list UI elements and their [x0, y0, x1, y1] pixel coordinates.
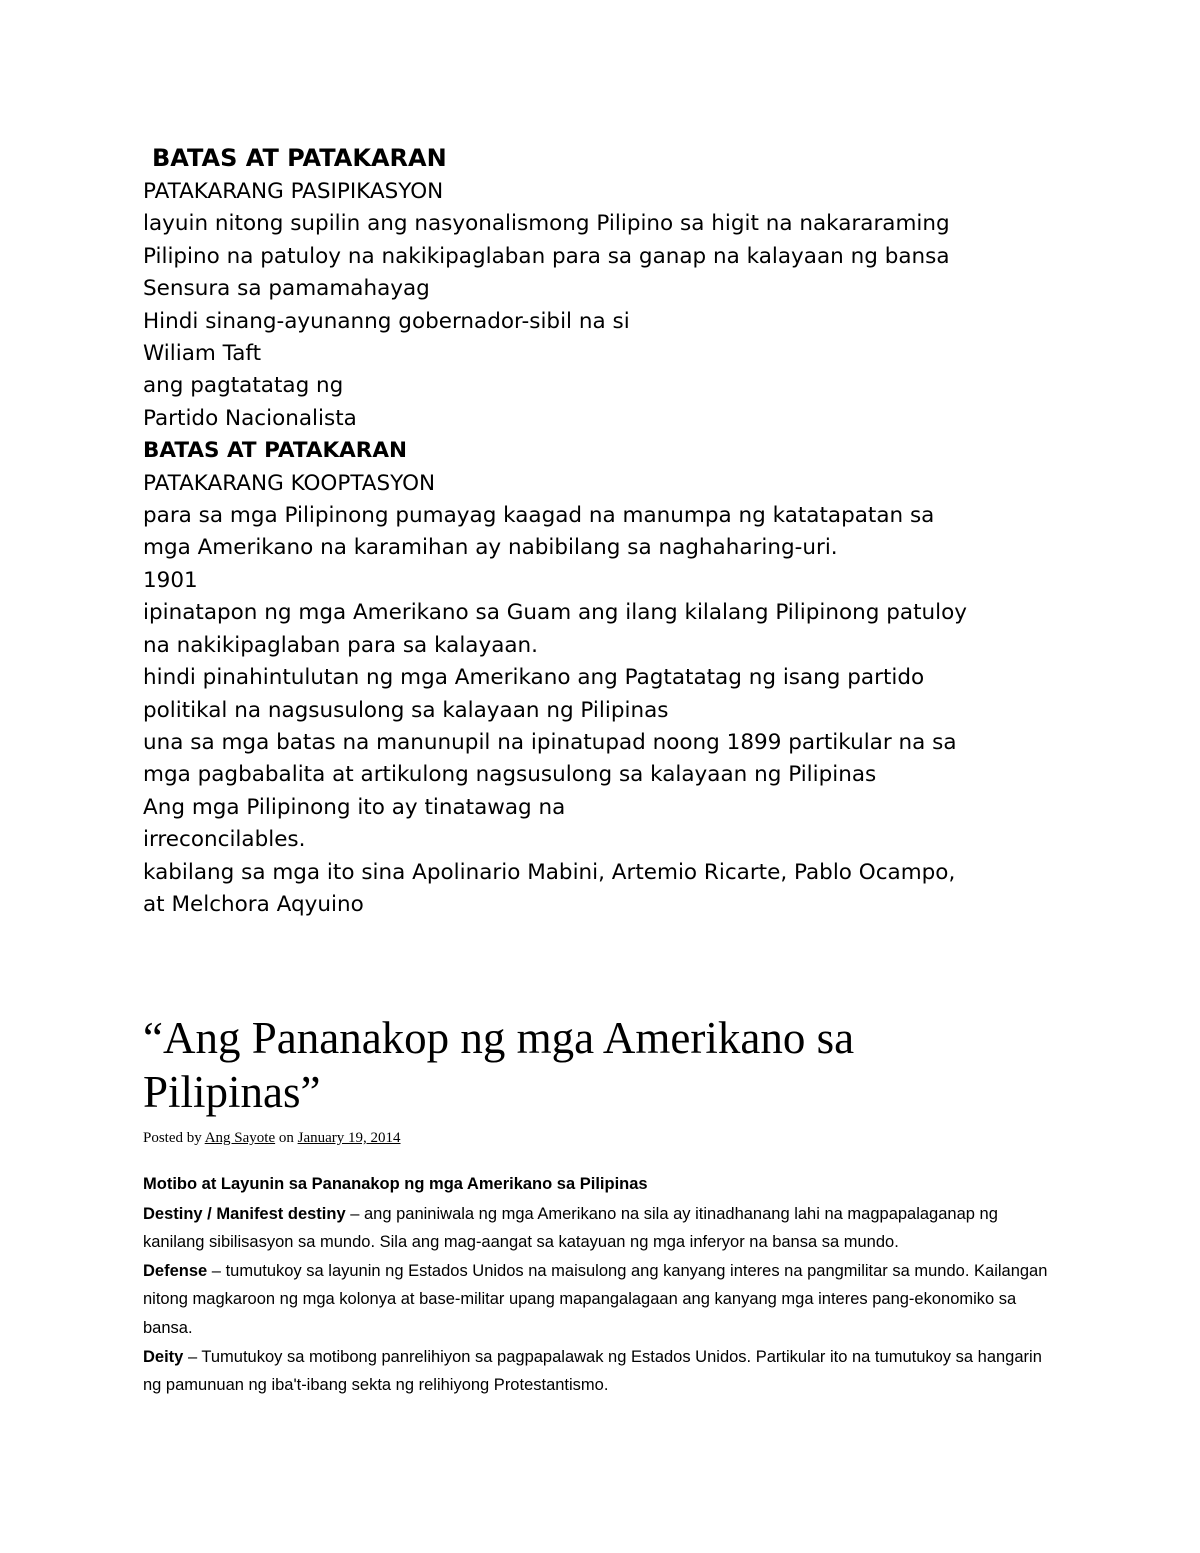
article-subheading: Motibo at Layunin sa Pananakop ng mga Amerikano sa Pilipinas [143, 1175, 648, 1193]
article-paragraph [143, 1200, 1063, 1257]
date-link[interactable]: January 19, 2014 [297, 1130, 401, 1146]
notes-line: Hindi sinang-ayunanng gobernador-sibil na si [143, 308, 630, 334]
notes-line: ang pagtatatag ng [143, 373, 344, 399]
article-paragraph [143, 1343, 1063, 1400]
notes-line: una sa mga batas na manunupil na ipinatupad noong 1899 partikular na sa [143, 729, 957, 755]
paragraph-separator: – [183, 1347, 202, 1366]
paragraph-separator: – [207, 1261, 226, 1280]
notes-line: PATAKARANG PASIPIKASYON [143, 179, 444, 204]
notes-line: mga pagbabalita at artikulong nagsusulong sa kalayaan ng Pilipinas [143, 762, 877, 788]
notes-line: 1901 [143, 567, 198, 593]
notes-line: na nakikipaglaban para sa kalayaan. [143, 632, 538, 658]
notes-line: Ang mga Pilipinong ito ay tinatawag na [143, 794, 566, 820]
paragraph-separator: – [345, 1204, 364, 1223]
notes-section [143, 140, 1063, 921]
posted-by-label: Posted by [143, 1130, 205, 1146]
notes-line: irreconcilables. [143, 827, 306, 853]
article-body [143, 1170, 1063, 1400]
paragraph-text: tumutukoy sa layunin ng Estados Unidos na maisulong ang kanyang interes na pangmilitar sa mundo. Kailangan nitong magkaroon ng mga kolonya at base-militar upang mapangalagaan ang kanyang mga interes pang-ekonomiko sa bansa. [143, 1261, 1048, 1337]
notes-heading: BATAS AT PATAKARAN [152, 144, 447, 172]
notes-line: para sa mga Pilipinong pumayag kaagad na manumpa ng katatapatan sa [143, 503, 935, 529]
notes-line: layuin nitong supilin ang nasyonalismong Pilipino sa higit na nakararaming [143, 211, 950, 237]
notes-line: Partido Nacionalista [143, 405, 357, 431]
article-title [143, 1011, 1043, 1119]
article-paragraphs [143, 1200, 1063, 1400]
article-title-line2: Pilipinas” [143, 1067, 321, 1117]
notes-line: Wiliam Taft [143, 341, 262, 367]
notes-subheading: BATAS AT PATAKARAN [143, 438, 407, 464]
notes-line: ipinatapon ng mga Amerikano sa Guam ang ilang kilalang Pilipinong patuloy [143, 600, 967, 626]
posted-on-label: on [275, 1130, 298, 1146]
paragraph-term: Defense [143, 1261, 208, 1280]
notes-line: Pilipino na patuloy na nakikipaglaban para sa ganap na kalayaan ng bansa [143, 243, 950, 269]
paragraph-term: Deity [143, 1347, 184, 1366]
notes-line: hindi pinahintulutan ng mga Amerikano ang Pagtatatag ng isang partido [143, 665, 925, 691]
notes-lines [143, 176, 1063, 921]
author-link[interactable]: Ang Sayote [204, 1130, 276, 1146]
paragraph-text: Tumutukoy sa motibong panrelihiyon sa pagpapalawak ng Estados Unidos. Partikular ito na tumutukoy sa hangarin ng pamunuan ng iba't-ibang sekta ng relihiyong Protestantismo. [143, 1347, 1042, 1395]
notes-line: at Melchora Aqyuino [143, 891, 364, 917]
paragraph-text: ang paniniwala ng mga Amerikano na sila ay itinadhanang lahi na magpapalaganap ng kanilang sibilisasyon sa mundo. Sila ang mag-aangat sa katayuan ng mga inferyor na bansa sa mundo. [143, 1204, 998, 1252]
notes-line: Sensura sa pamamahayag [143, 276, 430, 302]
notes-line: politikal na nagsusulong sa kalayaan ng Pilipinas [143, 697, 669, 723]
paragraph-term: Destiny / Manifest destiny [143, 1204, 346, 1223]
post-meta [143, 1128, 401, 1148]
article-title-line1: “Ang Pananakop ng mga Amerikano sa [143, 1013, 855, 1063]
notes-line: PATAKARANG KOOPTASYON [143, 470, 436, 496]
article-paragraph [143, 1257, 1063, 1343]
notes-line: kabilang sa mga ito sina Apolinario Mabini, Artemio Ricarte, Pablo Ocampo, [143, 859, 956, 885]
notes-line: mga Amerikano na karamihan ay nabibilang sa naghaharing-uri. [143, 535, 838, 561]
